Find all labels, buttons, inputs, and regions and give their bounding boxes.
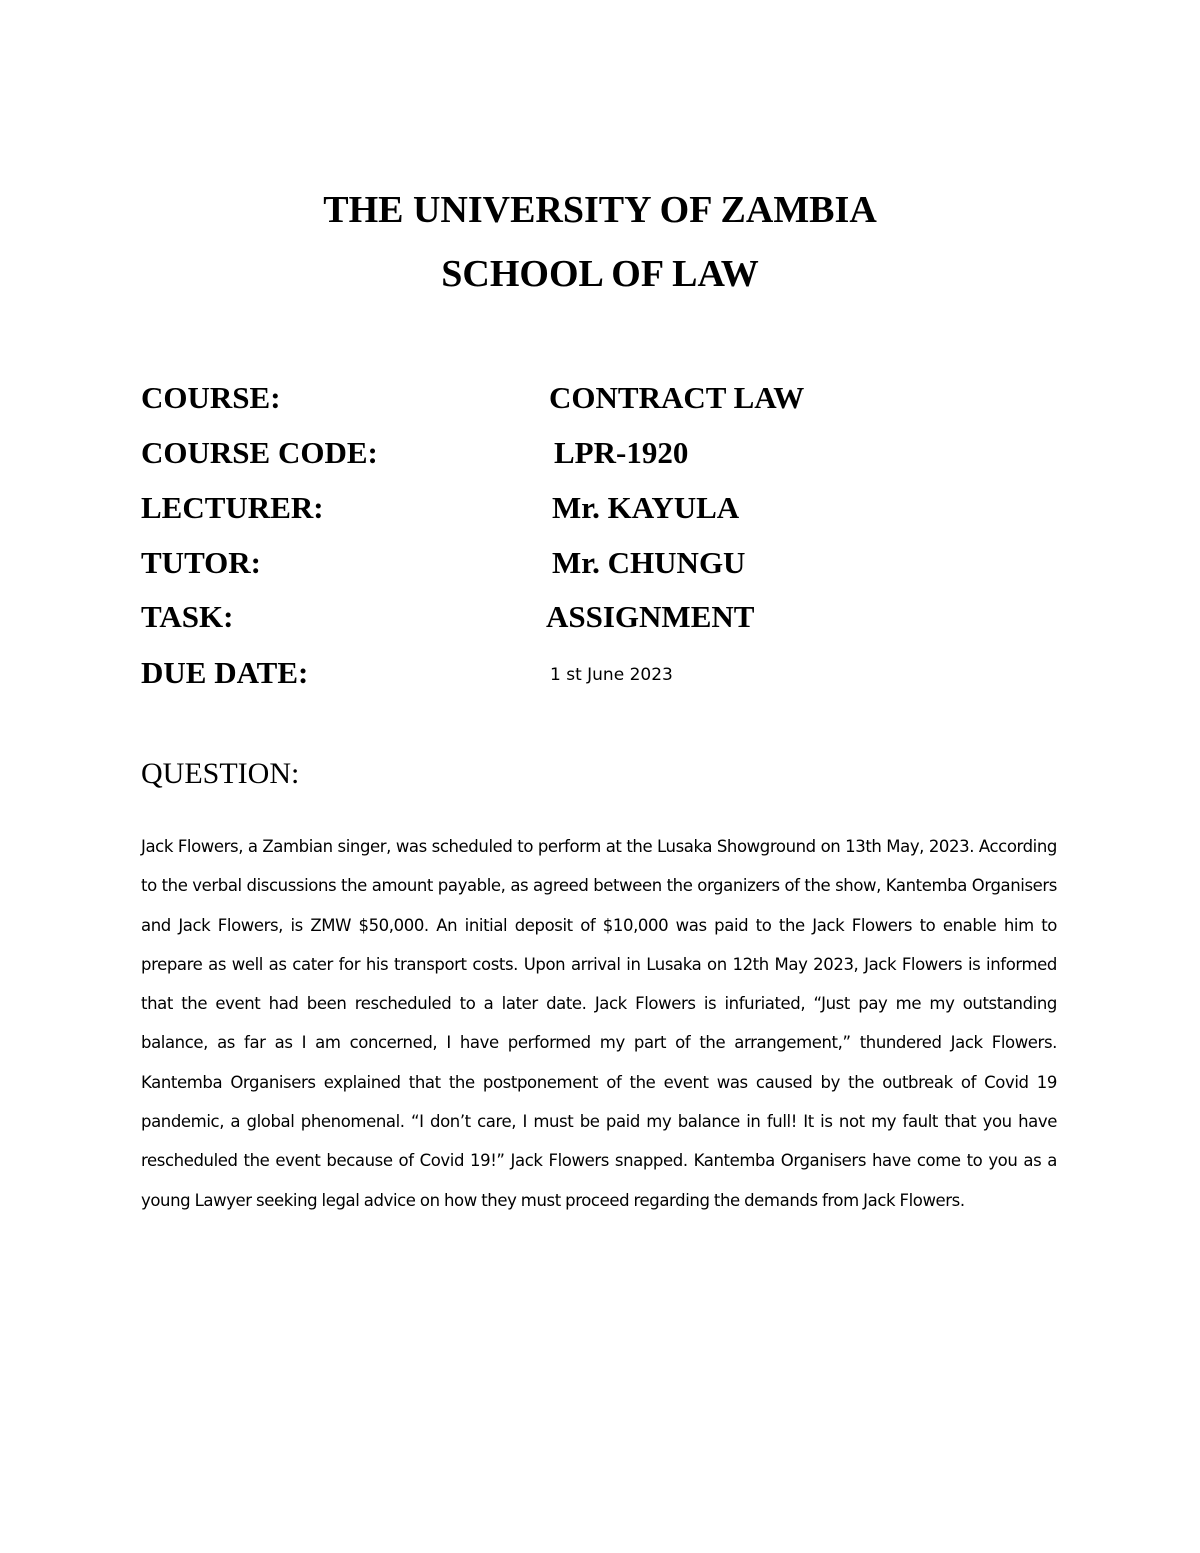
due-date-value: 1 st June 2023 <box>550 665 673 685</box>
course-code-value: LPR-1920 <box>554 435 689 470</box>
course-label: COURSE: <box>141 380 281 415</box>
course-code-label: COURSE CODE: <box>141 435 378 470</box>
task-label: TASK: <box>141 599 234 634</box>
task-value: ASSIGNMENT <box>546 599 755 634</box>
due-date-label: DUE DATE: <box>141 655 309 690</box>
school-title: SCHOOL OF LAW <box>441 253 759 295</box>
question-heading: QUESTION: <box>141 757 300 790</box>
question-body: Jack Flowers, a Zambian singer, was scheduled to perform at the Lusaka Showground on 13th May, 2023. According to the verbal discussions the amount payable, as agreed between the organizers of the show, Kantemba Organisers and Jack Flowers, is ZMW $50,000. An initial deposit of $10,000 was paid to the Jack Flowers to enable him to prepare as well as cater for his transport costs. Upon arrival in Lusaka on 12th May 2023, Jack Flowers is informed that the event had been rescheduled to a later date. Jack Flowers is infuriated, “Just pay me my outstanding balance, as far as I am concerned, I have performed my part of the arrangement,” thundered Jack Flowers. Kantemba Organisers explained that the postponement of the event was caused by the outbreak of Covid 19 pandemic, a global phenomenal. “I don’t care, I must be paid my balance in full! It is not my fault that you have rescheduled the event because of Covid 19!” Jack Flowers snapped. Kantemba Organisers have come to you as a young Lawyer seeking legal advice on how they must proceed regarding the demands from Jack Flowers. <box>141 837 1057 1210</box>
tutor-label: TUTOR: <box>141 545 262 580</box>
lecturer-value: Mr. KAYULA <box>552 490 740 525</box>
tutor-value: Mr. CHUNGU <box>552 545 746 580</box>
university-title: THE UNIVERSITY OF ZAMBIA <box>323 189 877 231</box>
lecturer-label: LECTURER: <box>141 490 324 525</box>
course-value: CONTRACT LAW <box>549 380 805 415</box>
